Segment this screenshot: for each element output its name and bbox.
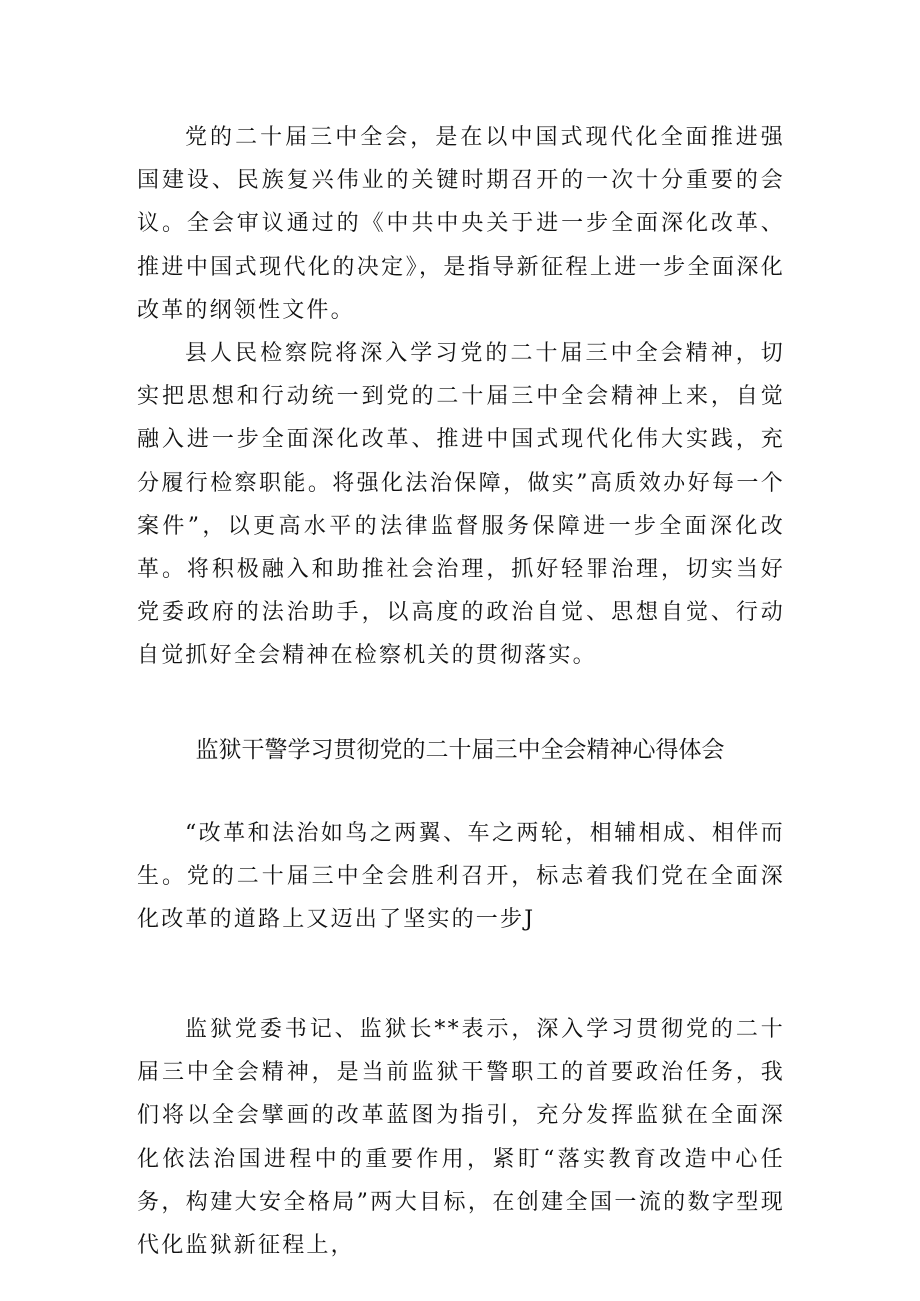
paragraph-plenum-intro: 党的二十届三中全会，是在以中国式现代化全面推进强国建设、民族复兴伟业的关键时期召开的一次十分重要的会议。全会审议通过的《中共中央关于进一步全面深化改革、推进中国式现代化的决定》，是指导新征程上进一步全面深化改革的纲领性文件。 [137,125,785,323]
section-title: 监狱干警学习贯彻党的二十届三中全会精神心得体会 [195,737,725,763]
paragraph-reform-rule-of-law: “改革和法治如鸟之两翼、车之两轮，相辅相成、相伴而生。党的二十届三中全会胜利召开，标志着我们党在全面深化改革的道路上又迈出了坚实的一步J [137,821,785,933]
paragraph-prison-director: 监狱党委书记、监狱长**表示，深入学习贯彻党的二十届三中全会精神，是当前监狱干警职工的首要政治任务，我们将以全会擘画的改革蓝图为指引，充分发挥监狱在全面深化依法治国进程中的重要作用，紧盯“落实教育改造中心任务，构建大安全格局”两大目标，在创建全国一流的数字型现代化监狱新征程上， [137,1017,785,1259]
paragraph-procuratorate: 县人民检察院将深入学习党的二十届三中全会精神，切实把思想和行动统一到党的二十届三中全会精神上来，自觉融入进一步全面深化改革、推进中国式现代化伟大实践，充分履行检察职能。将强化法治保障，做实”高质效办好每一个案件”，以更高水平的法律监督服务保障进一步全面深化改革。将积极融入和助推社会治理，抓好轻罪治理，切实当好党委政府的法治助手，以高度的政治自觉、思想自觉、行动自觉抓好全会精神在检察机关的贯彻落实。 [137,341,785,669]
